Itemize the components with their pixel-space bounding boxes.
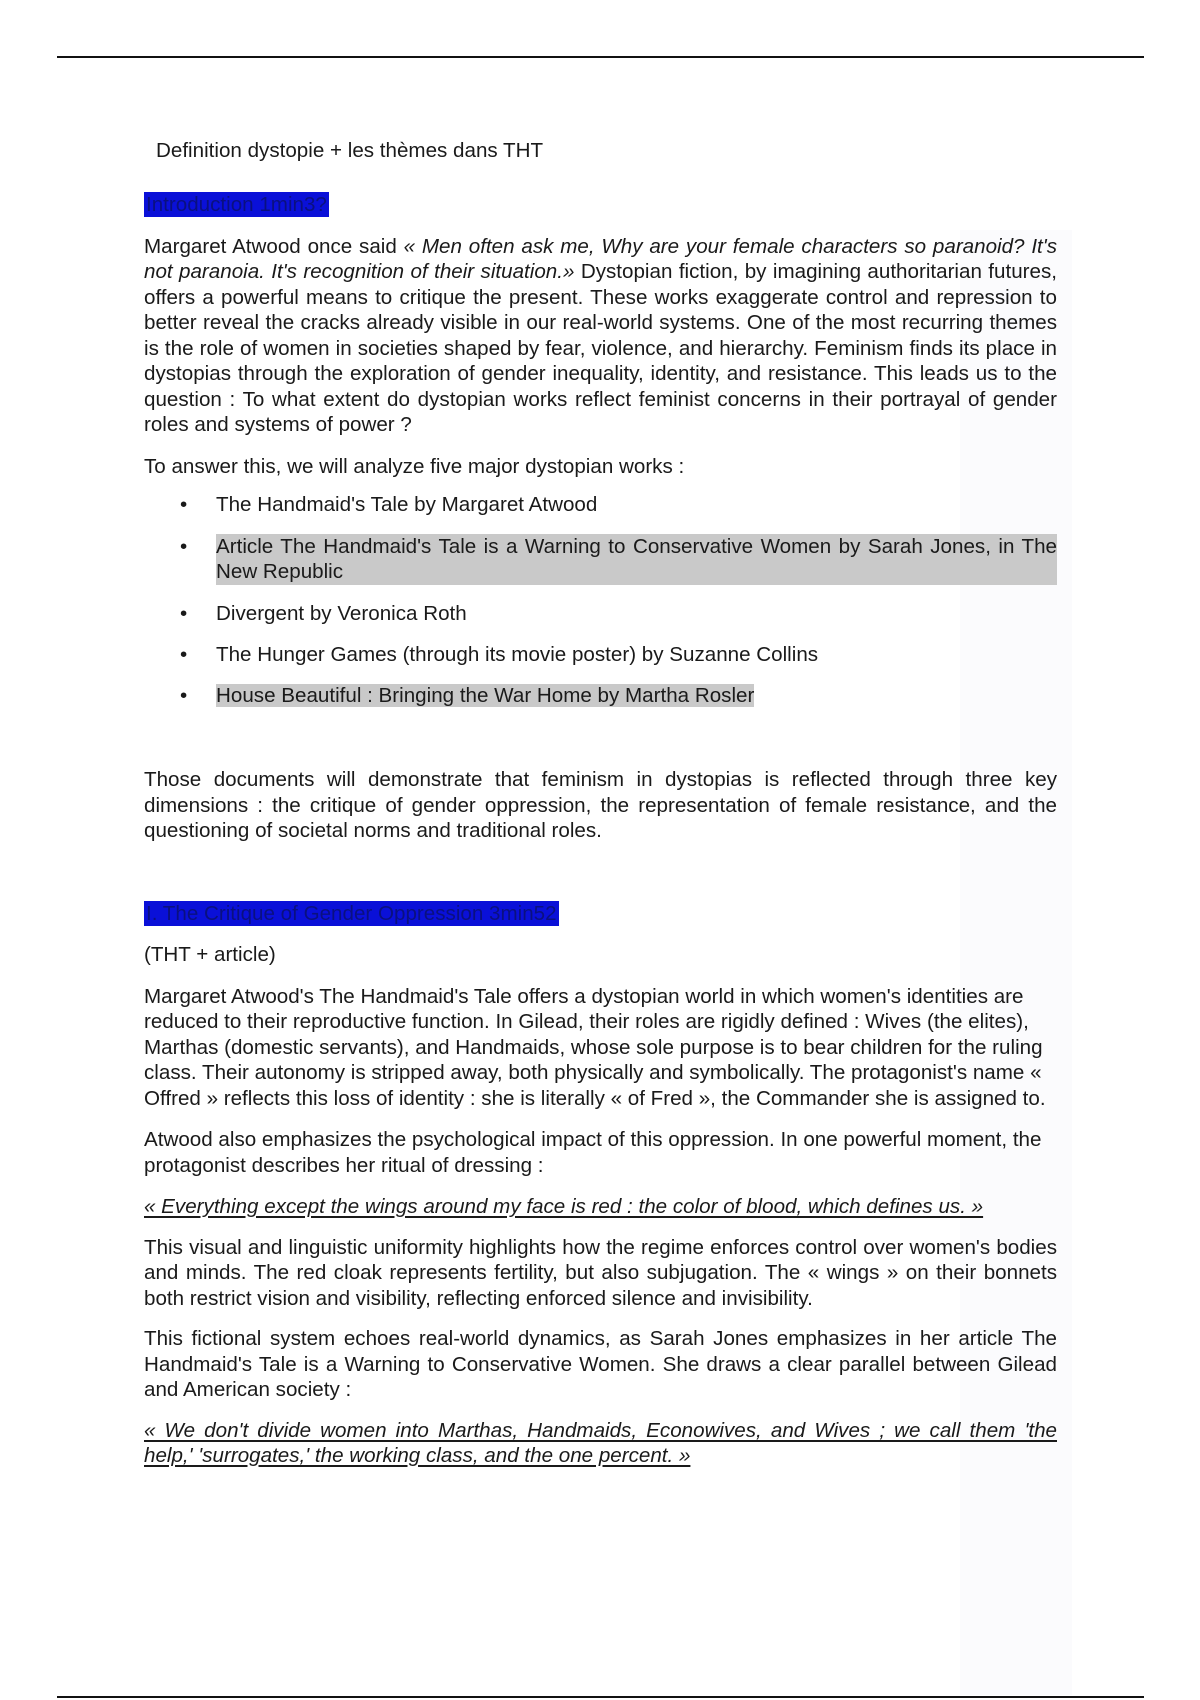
section1-paragraph-2: Atwood also emphasizes the psychological impact of this oppression. In one powerful moment, the protagonist describes her ritual of dressing : — [144, 1128, 1042, 1177]
section1-paragraph-3: This visual and linguistic uniformity highlights how the regime enforces control over women's bodies and minds. The red cloak represents fertility, but also subjugation. The « wings » on their bonnets both restrict vision and visibility, reflecting enforced silence and invisibility. — [144, 1235, 1057, 1310]
work-1: The Handmaid's Tale by Margaret Atwood — [216, 493, 598, 516]
list-item — [144, 492, 1057, 518]
bullet-icon: • — [180, 683, 188, 707]
list-item — [144, 601, 1057, 627]
bullet-icon: • — [180, 643, 188, 666]
atwood-quote: « Men often ask me, Why are your female characters so paranoid? It's not paranoia. It's recognition of their situation.» — [144, 234, 1057, 283]
work-3: Divergent by Veronica Roth — [216, 601, 467, 625]
bottom-rule — [57, 1696, 1144, 1698]
top-rule — [57, 56, 1144, 58]
bullet-icon: • — [180, 493, 188, 516]
intro-heading: Introduction 1min3? — [146, 193, 327, 216]
document-page — [144, 138, 1057, 1469]
section1-heading-row — [144, 901, 1057, 927]
section1-subtitle: (THT + article) — [144, 943, 276, 966]
intro-p1-start: Margaret Atwood once said — [144, 234, 404, 258]
intro-p1-rest: Dystopian fiction, by imagining authoritarian futures, offers a powerful means to critique the present. These works exaggerate control and repression to better reveal the cracks already visible in our real-world systems. One of the most recurring themes is the role of women in societies shaped by fear, violence, and hierarchy. Feminism finds its place in dystopias through the exploration of gender inequality, identity, and resistance. This leads us to the question : To what extent do dystopian works reflect feminist concerns in their portrayal of gender roles and systems of power ? — [144, 260, 1057, 436]
section1-paragraph-4: This fictional system echoes real-world dynamics, as Sarah Jones emphasizes in her article The Handmaid's Tale is a Warning to Conservative Women. She draws a clear parallel between Gilead and American society : — [144, 1327, 1057, 1401]
intro-paragraph-3: Those documents will demonstrate that feminism in dystopias is reflected through three key dimensions : the critique of gender oppression, the representation of female resistance, and the questioning of societal norms and traditional roles. — [144, 768, 1057, 842]
works-list — [144, 492, 1057, 708]
section1-heading: I. The Critique of Gender Oppression 3min52 — [146, 901, 557, 925]
list-item — [144, 683, 1057, 709]
section1-paragraph-1: Margaret Atwood's The Handmaid's Tale offers a dystopian world in which women's identities are reduced to their reproductive function. In Gilead, their roles are rigidly defined : Wives (the elites), Marthas (domestic servants), and Handmaids, whose sole purpose is to bear children for the ruling class. Their autonomy is stripped away, both physically and symbolically. The protagonist's name « Offred » reflects this loss of identity : she is literally « of Fred », the Commander she is assigned to. — [144, 984, 1046, 1110]
bullet-icon: • — [180, 601, 188, 625]
bullet-icon: • — [180, 534, 188, 558]
intro-paragraph-2: To answer this, we will analyze five major dystopian works : — [144, 454, 685, 478]
list-item — [144, 534, 1057, 585]
document-title: Definition dystopie + les thèmes dans THT — [156, 139, 544, 162]
quote-red-color: « Everything except the wings around my face is red : the color of blood, which defines us. » — [144, 1195, 984, 1218]
work-5: House Beautiful : Bringing the War Home by Martha Rosler — [216, 683, 755, 707]
work-2: Article The Handmaid's Tale is a Warning to Conservative Women by Sarah Jones, in The New Republic — [216, 534, 1057, 583]
work-4: The Hunger Games (through its movie poster) by Suzanne Collins — [216, 643, 819, 666]
quote-jones: « We don't divide women into Marthas, Handmaids, Econowives, and Wives ; we call them 'the help,' 'surrogates,' the working class, and the one percent. » — [144, 1418, 1057, 1467]
intro-heading-row — [144, 192, 1057, 218]
intro-paragraph-1 — [144, 234, 1057, 438]
list-item — [144, 642, 1057, 668]
